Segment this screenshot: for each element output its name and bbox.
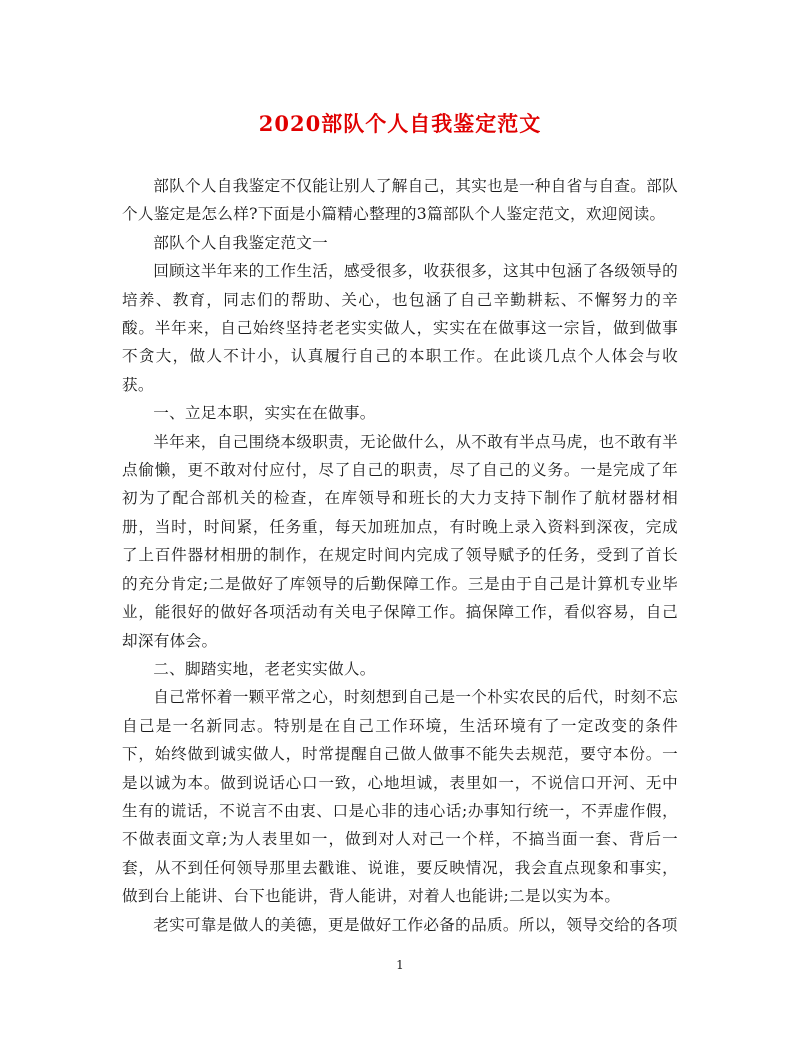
document-body [122,172,678,939]
section-heading-point-one: 一、立足本职，实实在在做事。 [153,404,376,423]
intro-paragraph: 部队个人自我鉴定不仅能让别人了解自己，其实也是一种自省与自查。部队个人鉴定是怎么样?下面是小篇精心整理的3篇部队个人鉴定范文，欢迎阅读。 [122,177,678,224]
body-paragraph: 自己常怀着一颗平常之心，时刻想到自己是一个朴实农民的后代，时刻不忘自己是一名新同志。特别是在自己工作环境，生活环境有了一定改变的条件下，始终做到诚实做人，时常提醒自己做人做事不能失去规范，要守本份。一是以诚为本。做到说话心口一致，心地坦诚，表里如一，不说信口开河、无中生有的谎话，不说言不由衷、口是心非的违心话;办事知行统一，不弄虚作假，不做表面文章;为人表里如一，做到对人对己一个样，不搞当面一套、背后一套，从不到任何领导那里去戳谁、说谁，要反映情况，我会直点现象和事实，做到台上能讲、台下也能讲，背人能讲，对着人也能讲;二是以实为本。 [122,688,678,906]
section-heading-point-two: 二、脚踏实地，老老实实做人。 [153,659,376,678]
document-title: 2020部队个人自我鉴定范文 [258,111,542,136]
body-paragraph: 回顾这半年来的工作生活，感受很多，收获很多，这其中包涵了各级领导的培养、教育，同志们的帮助、关心，也包涵了自己辛勤耕耘、不懈努力的辛酸。半年来，自己始终坚持老老实实做人，实实在在做事这一宗旨，做到做事不贪大，做人不计小，认真履行自己的本职工作。在此谈几点个人体会与收获。 [122,262,678,394]
page-number: 1 [396,958,404,972]
body-paragraph: 半年来，自己围绕本级职责，无论做什么，从不敢有半点马虎，也不敢有半点偷懒，更不敢对付应付，尽了自己的职责，尽了自己的义务。一是完成了年初为了配合部机关的检查，在库领导和班长的大力支持下制作了航材器材相册，当时，时间紧，任务重，每天加班加点，有时晚上录入资料到深夜，完成了上百件器材相册的制作，在规定时间内完成了领导赋予的任务，受到了首长的充分肯定;二是做好了库领导的后勤保障工作。三是由于自己是计算机专业毕业，能很好的做好各项活动有关电子保障工作。搞保障工作，看似容易，自己却深有体会。 [122,432,678,650]
section-heading-sample-one: 部队个人自我鉴定范文一 [153,233,329,252]
body-paragraph: 老实可靠是做人的美德，更是做好工作必备的品质。所以，领导交给的各项 [153,915,678,934]
